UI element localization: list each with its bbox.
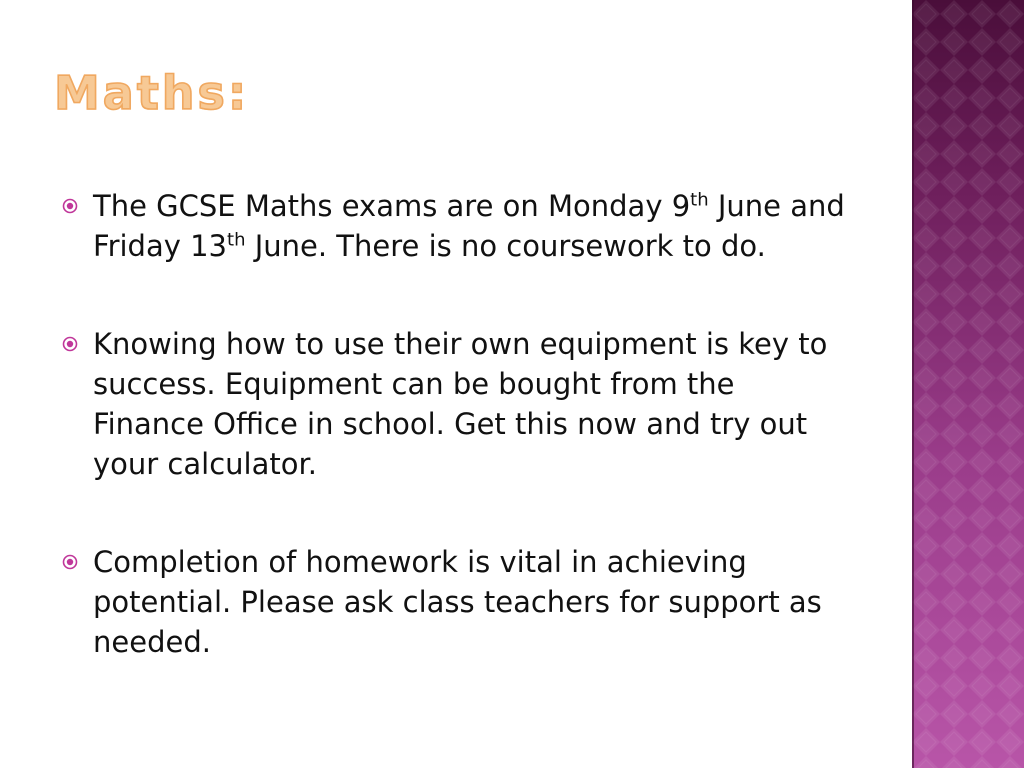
list-item (62, 186, 852, 266)
list-item (62, 324, 852, 484)
side-panel-edge (912, 0, 914, 768)
list-item (62, 542, 852, 662)
decorative-side-panel (912, 0, 1024, 768)
bullet-text: Completion of homework is vital in achieving potential. Please ask class teachers for support as needed. (93, 545, 822, 659)
circled-dot-icon (62, 336, 78, 352)
circled-dot-icon (62, 554, 78, 570)
slide-title: Maths: (54, 66, 250, 120)
diamond-pattern (912, 0, 1024, 768)
bullet-text: Knowing how to use their own equipment is key to success. Equipment can be bought from the Finance Office in school. Get this now and try out your calculator. (93, 327, 828, 481)
bullet-list (62, 186, 852, 662)
circled-dot-icon (62, 198, 78, 214)
bullet-text: The GCSE Maths exams are on Monday 9th June and Friday 13th June. There is no coursework to do. (93, 189, 845, 263)
